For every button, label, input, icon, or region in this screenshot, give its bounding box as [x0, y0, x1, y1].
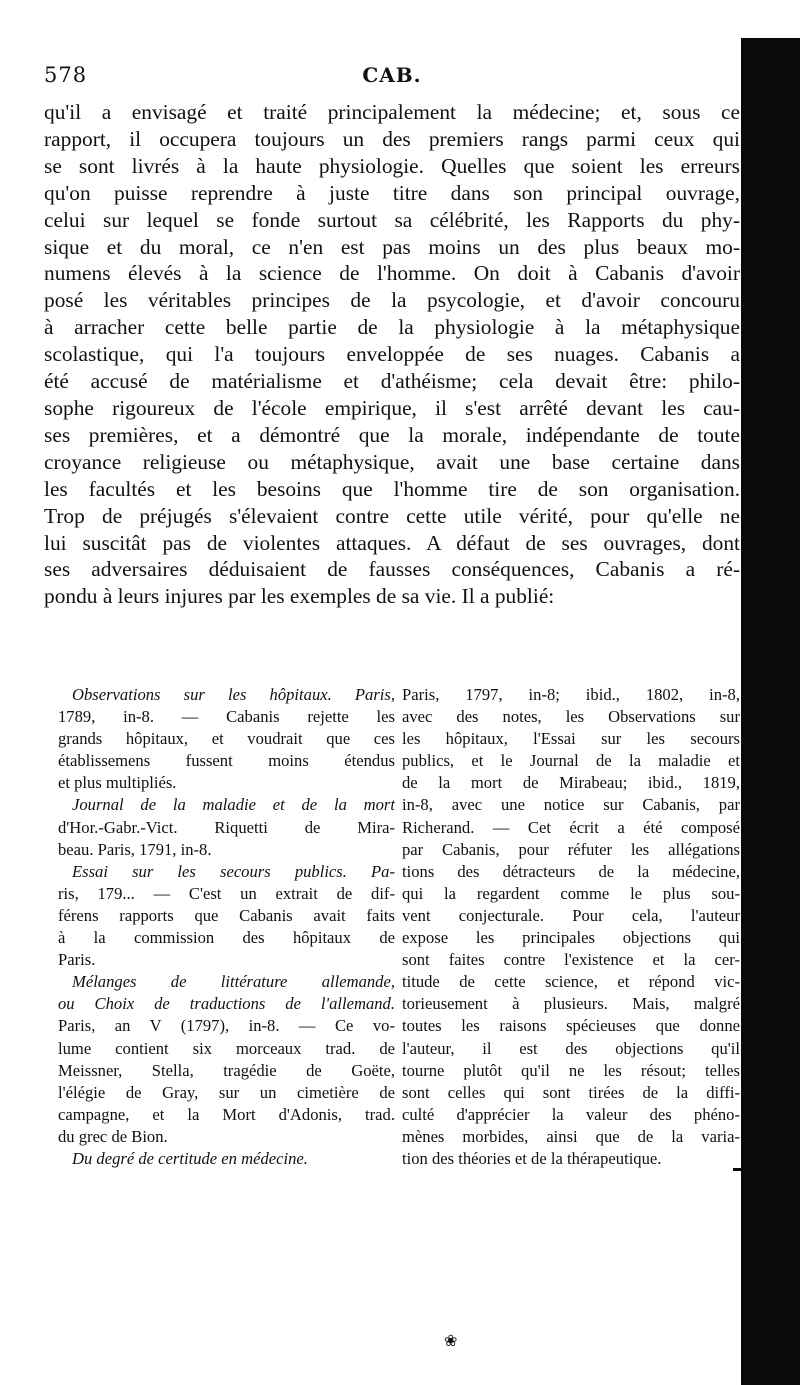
page-number: 578 — [44, 63, 88, 87]
entry-line: Meissner, Stella, tragédie de Goëte, — [58, 1060, 395, 1080]
right-column — [402, 684, 740, 1170]
entry-line: qui la regardent comme le plus sou- — [402, 883, 740, 903]
entry-line: grands hôpitaux, et voudrait que ces — [58, 729, 395, 749]
paragraph-line: les facultés et les besoins que l'homme tire de son organisation. — [44, 476, 740, 501]
entry-line: mènes morbides, ainsi que de la varia- — [402, 1126, 740, 1146]
paragraph-line: scolastique, qui l'a toujours enveloppée de ses nuages. Cabanis a — [44, 342, 740, 367]
entry-line: tourne plutôt qu'il ne les résout; telles — [402, 1060, 740, 1080]
scan-edge-shadow — [741, 38, 800, 1385]
entry-line: à la commission des hôpitaux de — [58, 928, 395, 948]
end-ornament: ❀ — [444, 1331, 458, 1350]
paragraph-line: ses adversaires déduisaient de fausses conséquences, Cabanis a ré- — [44, 557, 740, 582]
entry-line: Du degré de certitude en médecine. — [72, 1148, 308, 1168]
running-title: CAB. — [362, 63, 422, 87]
paragraph-line: été accusé de matérialisme et d'athéisme; cela devait être: philo- — [44, 369, 740, 394]
paragraph-line: lui suscitât pas de violentes attaques. A défaut de ses ouvrages, dont — [44, 530, 740, 555]
entry-line: Paris, 1797, in-8; ibid., 1802, in-8, — [402, 685, 740, 704]
entry-line: Observations sur les hôpitaux. Paris, — [72, 685, 395, 704]
entry-line: in-8, avec une notice sur Cabanis, par — [402, 795, 740, 815]
entry-line: titude de cette science, et répond vic- — [402, 972, 740, 992]
entry-line: 1789, in-8. — Cabanis rejette les — [58, 707, 395, 727]
entry-line: l'auteur, il est des objections qu'il — [402, 1038, 740, 1058]
paragraph-line: pondu à leurs injures par les exemples de sa vie. Il a publié: — [44, 584, 555, 609]
entry-line: l'élégie de Gray, sur un cimetière de — [58, 1082, 395, 1102]
entry-line: établissemens fussent moins étendus — [58, 751, 395, 771]
entry-line: lume contient six morceaux trad. de — [58, 1038, 395, 1058]
paragraph-line: rapport, il occupera toujours un des premiers rangs parmi ceux qui — [44, 126, 740, 151]
entry-line: Journal de la maladie et de la mort — [72, 795, 395, 815]
entry-line: vent conjecturale. Pour cela, l'auteur — [402, 905, 740, 925]
paragraph-line: à arracher cette belle partie de la physiologie à la métaphysique — [44, 315, 740, 340]
entry-line: les hôpitaux, l'Essai sur les secours — [402, 729, 740, 749]
entry-line: du grec de Bion. — [58, 1126, 168, 1146]
entry-line: sont celles qui sont tirées de la diffi- — [402, 1082, 740, 1102]
entry-line: de la mort de Mirabeau; ibid., 1819, — [402, 773, 740, 793]
entry-line: tion des théories et de la thérapeutique. — [402, 1148, 662, 1168]
entry-line: et plus multipliés. — [58, 773, 177, 793]
entry-line: férens rapports que Cabanis avait faits — [58, 905, 395, 925]
entry-line: torieusement à plusieurs. Mais, malgré — [402, 994, 740, 1014]
entry-line: avec des notes, les Observations sur — [402, 707, 740, 727]
entry-line: campagne, et la Mort d'Adonis, trad. — [58, 1104, 395, 1124]
left-column — [58, 684, 395, 1170]
paragraph-line: croyance religieuse ou métaphysique, avait une base certaine dans — [44, 449, 740, 474]
entry-line: Essai sur les secours publics. Pa- — [72, 861, 395, 881]
entry-line: Mélanges de littérature allemande, — [72, 972, 395, 992]
entry-line: Richerand. — Cet écrit a été composé — [402, 817, 740, 837]
entry-line: beau. Paris, 1791, in-8. — [58, 839, 212, 859]
entry-line: sont faites contre l'existence et la cer- — [402, 950, 740, 970]
paragraph-line: qu'on puisse reprendre à juste titre dans son principal ouvrage, — [44, 180, 740, 205]
document-page — [44, 63, 740, 1350]
entry-line: d'Hor.-Gabr.-Vict. Riquetti de Mira- — [58, 817, 395, 837]
entry-line: culté d'apprécier la valeur des phéno- — [402, 1104, 740, 1124]
paragraph-line: Trop de préjugés s'élevaient contre cette utile vérité, pour qu'elle ne — [44, 503, 740, 528]
entry-line: toutes les raisons spécieuses que donne — [402, 1016, 740, 1036]
entry-line: Paris, an V (1797), in-8. — Ce vo- — [58, 1016, 395, 1036]
paragraph-line: sique et du moral, ce n'en est pas moins un des plus beaux mo- — [44, 234, 740, 259]
bibliography-columns — [44, 684, 740, 1224]
paragraph-line: se sont livrés à la haute physiologie. Quelles que soient les erreurs — [44, 153, 740, 178]
paragraph-line: numens élevés à la science de l'homme. On doit à Cabanis d'avoir — [44, 261, 740, 286]
main-paragraph — [44, 99, 740, 610]
entry-line: publics, et le Journal de la maladie et — [402, 751, 740, 771]
entry-line: Paris. — [58, 950, 96, 970]
entry-line: tions des détracteurs de la médecine, — [402, 861, 740, 881]
entry-line: ris, 179... — C'est un extrait de dif- — [58, 883, 395, 903]
paragraph-line: qu'il a envisagé et traité principalement la médecine; et, sous ce — [44, 100, 740, 124]
running-head — [44, 63, 740, 99]
paragraph-line: posé les véritables principes de la psycologie, et d'avoir concouru — [44, 288, 740, 313]
paragraph-line: celui sur lequel se fonde surtout sa célébrité, les Rapports du phy- — [44, 207, 740, 232]
entry-line: expose les principales objections qui — [402, 928, 740, 948]
paragraph-line: ses premières, et a démontré que la morale, indépendante de toute — [44, 422, 740, 447]
paragraph-line: sophe rigoureux de l'école empirique, il s'est arrêté devant les cau- — [44, 395, 740, 420]
entry-line: ou Choix de traductions de l'allemand. — [58, 994, 395, 1014]
entry-line: par Cabanis, pour réfuter les allégations — [402, 839, 740, 859]
